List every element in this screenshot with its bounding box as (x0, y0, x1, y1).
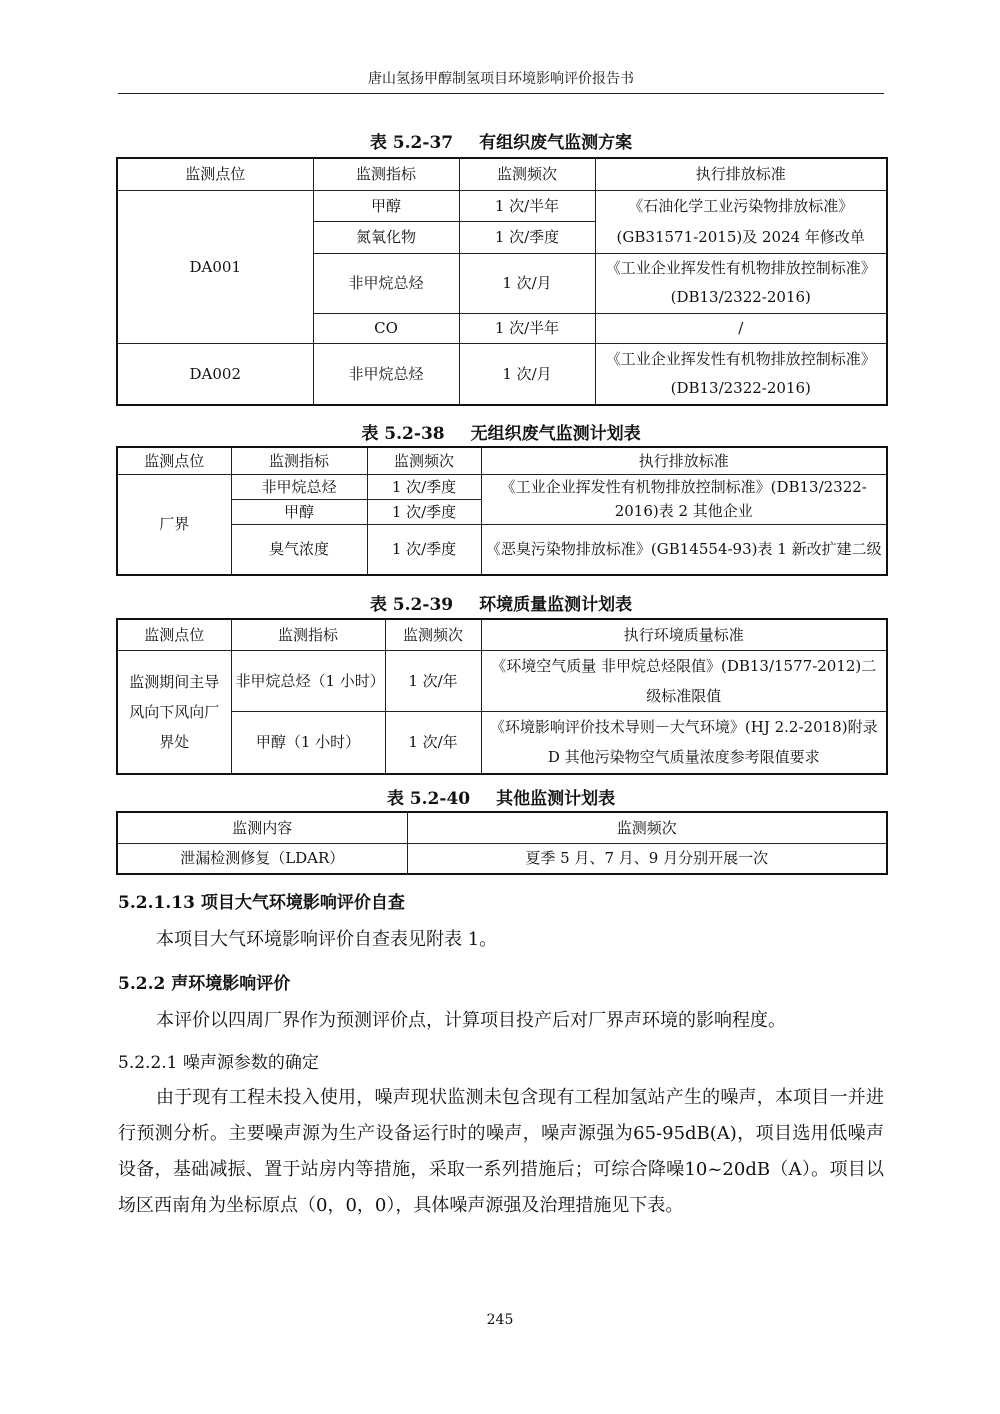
table-header-row (117, 447, 887, 474)
table-header-row (117, 812, 887, 843)
table-row (117, 343, 887, 405)
page-number: 245 (486, 1312, 514, 1328)
column-header: 监测频次 (367, 447, 481, 474)
table-5-2-38-caption (116, 419, 886, 444)
column-header: 监测频次 (385, 619, 481, 651)
section-heading: 5.2.2 声环境影响评价 (118, 974, 291, 994)
content-cell: 泄漏检测修复（LDAR） (117, 843, 407, 874)
point-cell: 监测期间主导风向下风向厂界处 (117, 651, 231, 774)
paragraph: 本评价以四周厂界作为预测评价点，计算项目投产后对厂界声环境的影响程度。 (156, 1010, 786, 1031)
caption-title: 无组织废气监测计划表 (470, 424, 641, 444)
table-header-row (117, 619, 887, 651)
frequency-cell: 1 次/年 (385, 712, 481, 774)
caption-number: 表 5.2-40 (386, 789, 471, 809)
indicator-cell: 非甲烷总烃 (313, 253, 459, 313)
subsection-heading: 5.2.2.1 噪声源参数的确定 (118, 1053, 319, 1073)
caption-number: 表 5.2-38 (361, 424, 445, 444)
paragraph: 由于现有工程未投入使用，噪声现状监测未包含现有工程加氢站产生的噪声，本项目一并进行预测分析。主要噪声源为生产设备运行时的噪声，噪声源强为65-95dB(A)，项目选用低噪声设备，基础减振、置于站房内等措施，采取一系列措施后；可综合降噪10~20dB（A）。项目以场区西南角为坐标原点（0，0，0），具体噪声源强及治理措施见下表。 (118, 1087, 884, 1216)
indicator-cell: 氮氧化物 (313, 222, 459, 254)
standard-cell: 《工业企业挥发性有机物排放控制标准》(DB13/2322-2016) (595, 253, 887, 313)
frequency-cell: 1 次/季度 (459, 222, 595, 254)
caption-title: 有组织废气监测方案 (479, 133, 633, 153)
standard-cell: / (595, 313, 887, 343)
point-cell: DA001 (117, 190, 313, 343)
table-5-2-37-caption (116, 128, 886, 153)
table-header-row (117, 158, 887, 190)
indicator-cell: 非甲烷总烃 (313, 343, 459, 405)
frequency-cell: 夏季 5 月、7 月、9 月分别开展一次 (407, 843, 887, 874)
caption-title: 环境质量监测计划表 (479, 595, 633, 615)
column-header: 监测点位 (117, 158, 313, 190)
standard-cell: 《环境影响评价技术导则－大气环境》(HJ 2.2-2018)附录 D 其他污染物空气质量浓度参考限值要求 (481, 712, 887, 774)
standard-cell: 《环境空气质量 非甲烷总烃限值》(DB13/1577-2012)二级标准限值 (481, 651, 887, 712)
page-header: 唐山氢扬甲醇制氢项目环境影响评价报告书 (118, 68, 884, 94)
column-header: 监测频次 (407, 812, 887, 843)
standard-cell: 《工业企业挥发性有机物排放控制标准》(DB13/2322-2016) (595, 343, 887, 405)
standard-cell: 《石油化学工业污染物排放标准》(GB31571-2015)及 2024 年修改单 (595, 190, 887, 253)
caption-title: 其他监测计划表 (496, 789, 616, 809)
frequency-cell: 1 次/季度 (367, 524, 481, 575)
indicator-cell: 非甲烷总烃（1 小时） (231, 651, 385, 712)
table-environment-quality-monitoring (116, 618, 888, 775)
indicator-cell: 非甲烷总烃 (231, 474, 367, 499)
table-row (117, 524, 887, 575)
indicator-cell: 甲醇（1 小时） (231, 712, 385, 774)
point-cell: 厂界 (117, 474, 231, 575)
column-header: 监测指标 (313, 158, 459, 190)
point-cell: DA002 (117, 343, 313, 405)
table-5-2-40-caption (116, 784, 886, 809)
frequency-cell: 1 次/季度 (367, 474, 481, 499)
table-other-monitoring (116, 811, 888, 875)
table-5-2-39-caption (116, 590, 886, 615)
table-row (117, 651, 887, 712)
section-heading: 5.2.1.13 项目大气环境影响评价自查 (118, 893, 405, 913)
column-header: 监测指标 (231, 447, 367, 474)
frequency-cell: 1 次/季度 (367, 499, 481, 524)
column-header: 执行排放标准 (595, 158, 887, 190)
indicator-cell: 甲醇 (313, 190, 459, 222)
column-header: 执行环境质量标准 (481, 619, 887, 651)
column-header: 监测内容 (117, 812, 407, 843)
frequency-cell: 1 次/半年 (459, 313, 595, 343)
paragraph: 本项目大气环境影响评价自查表见附表 1。 (156, 929, 498, 950)
column-header: 监测指标 (231, 619, 385, 651)
table-unorganized-exhaust-monitoring (116, 446, 888, 576)
frequency-cell: 1 次/半年 (459, 190, 595, 222)
table-row (117, 712, 887, 774)
table-row (117, 843, 887, 874)
column-header: 监测点位 (117, 619, 231, 651)
standard-cell: 《恶臭污染物排放标准》(GB14554-93)表 1 新改扩建二级 (481, 524, 887, 575)
indicator-cell: 甲醇 (231, 499, 367, 524)
standard-cell: 《工业企业挥发性有机物排放控制标准》(DB13/2322-2016)表 2 其他企业 (481, 474, 887, 524)
frequency-cell: 1 次/月 (459, 253, 595, 313)
indicator-cell: CO (313, 313, 459, 343)
table-organized-exhaust-monitoring (116, 157, 888, 406)
frequency-cell: 1 次/年 (385, 651, 481, 712)
table-row (117, 190, 887, 222)
table-row (117, 474, 887, 499)
caption-number: 表 5.2-39 (369, 595, 454, 615)
frequency-cell: 1 次/月 (459, 343, 595, 405)
column-header: 执行排放标准 (481, 447, 887, 474)
caption-number: 表 5.2-37 (369, 133, 454, 153)
indicator-cell: 臭气浓度 (231, 524, 367, 575)
column-header: 监测频次 (459, 158, 595, 190)
column-header: 监测点位 (117, 447, 231, 474)
